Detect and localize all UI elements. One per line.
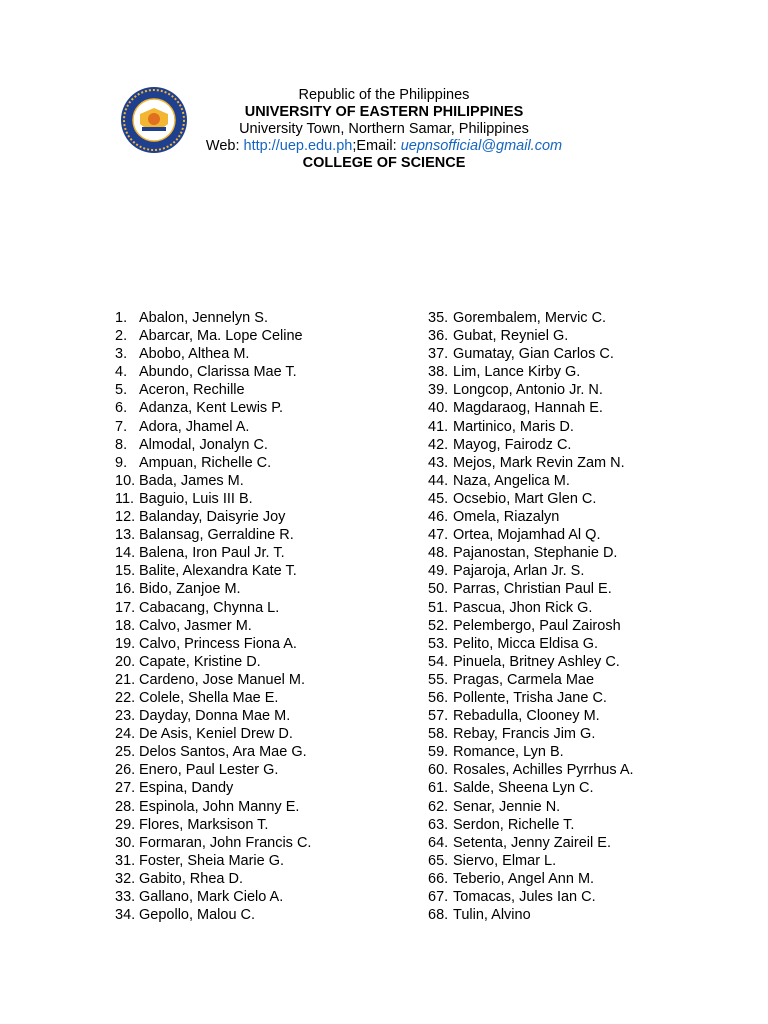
student-name: Enero, Paul Lester G.	[139, 762, 279, 779]
item-number: 16.	[115, 581, 136, 598]
list-item	[115, 472, 311, 490]
student-name: Balansag, Gerraldine R.	[139, 527, 294, 544]
student-name: Espina, Dandy	[139, 780, 234, 797]
list-item	[115, 599, 311, 617]
student-name: Pollente, Trisha Jane C.	[453, 689, 607, 706]
item-number: 38.	[428, 364, 449, 381]
item-number: 42.	[428, 436, 449, 453]
student-name: Mayog, Fairodz C.	[453, 436, 572, 453]
item-number: 58.	[428, 726, 449, 743]
item-number: 15.	[115, 563, 136, 580]
student-name: Parras, Christian Paul E.	[453, 581, 612, 598]
item-number: 44.	[428, 472, 449, 489]
list-item	[115, 327, 311, 345]
list-item	[115, 906, 311, 924]
list-item	[428, 671, 634, 689]
item-number: 30.	[115, 834, 136, 851]
student-name: Salde, Sheena Lyn C.	[453, 780, 594, 797]
item-number: 43.	[428, 454, 449, 471]
item-number: 46.	[428, 509, 449, 526]
list-item	[115, 309, 311, 327]
list-item	[428, 345, 634, 363]
student-name: Setenta, Jenny Zaireil E.	[453, 834, 611, 851]
list-item	[428, 580, 634, 598]
item-number: 52.	[428, 617, 449, 634]
list-item	[428, 418, 634, 436]
student-name: Adanza, Kent Lewis P.	[139, 400, 284, 417]
list-item	[115, 454, 311, 472]
item-number: 68.	[428, 907, 449, 924]
item-number: 18.	[115, 617, 136, 634]
student-name: Lim, Lance Kirby G.	[453, 364, 581, 381]
item-number: 1.	[115, 310, 128, 326]
student-name: Rebadulla, Clooney M.	[453, 708, 600, 725]
student-name: Pragas, Carmela Mae	[453, 671, 595, 688]
student-name: Romance, Lyn B.	[453, 744, 564, 761]
student-name: Bido, Zanjoe M.	[139, 581, 241, 598]
student-name: Pinuela, Britney Ashley C.	[453, 653, 620, 670]
list-item	[115, 399, 311, 417]
item-number: 17.	[115, 599, 136, 616]
student-name: Pajaroja, Arlan Jr. S.	[453, 563, 585, 580]
list-item	[428, 508, 634, 526]
item-number: 12.	[115, 509, 136, 526]
item-number: 4.	[115, 364, 128, 381]
contact-line	[150, 138, 618, 155]
item-number: 6.	[115, 400, 128, 417]
item-number: 35.	[428, 310, 449, 326]
student-name: Pelembergo, Paul Zairosh	[453, 617, 621, 634]
list-item	[428, 689, 634, 707]
list-item	[428, 707, 634, 725]
item-number: 19.	[115, 635, 136, 652]
list-item	[428, 490, 634, 508]
student-name: Adora, Jhamel A.	[139, 418, 250, 435]
list-item	[115, 888, 311, 906]
list-item	[428, 436, 634, 454]
student-name: Bada, James M.	[139, 472, 244, 489]
university-address: University Town, Northern Samar, Philippines	[239, 121, 529, 137]
letterhead	[150, 87, 618, 172]
student-name: Rebay, Francis Jim G.	[453, 726, 596, 743]
list-item	[115, 870, 311, 888]
student-name: Abobo, Althea M.	[139, 346, 250, 363]
student-name: Tulin, Alvino	[453, 907, 531, 924]
student-name: Gabito, Rhea D.	[139, 870, 243, 887]
list-item	[115, 544, 311, 562]
item-number: 32.	[115, 870, 136, 887]
list-item	[428, 888, 634, 906]
item-number: 7.	[115, 418, 128, 435]
student-name: Rosales, Achilles Pyrrhus A.	[453, 762, 634, 779]
student-name: Gallano, Mark Cielo A.	[139, 889, 284, 905]
item-number: 8.	[115, 436, 128, 453]
list-item	[428, 599, 634, 617]
student-name: Abarcar, Ma. Lope Celine	[139, 328, 303, 345]
list-item	[115, 490, 311, 508]
student-name: Abundo, Clarissa Mae T.	[139, 364, 297, 381]
list-item	[115, 834, 311, 852]
student-name: Foster, Sheia Marie G.	[139, 852, 285, 869]
item-number: 21.	[115, 671, 136, 688]
web-label: Web:	[205, 138, 244, 154]
list-item	[115, 418, 311, 436]
item-number: 13.	[115, 527, 136, 544]
student-name: Balite, Alexandra Kate T.	[139, 563, 297, 580]
list-item	[115, 725, 311, 743]
list-item	[115, 381, 311, 399]
item-number: 57.	[428, 708, 449, 725]
item-number: 61.	[428, 780, 449, 797]
list-item	[428, 725, 634, 743]
student-name: Colele, Shella Mae E.	[139, 689, 279, 706]
college-name: COLLEGE OF SCIENCE	[302, 155, 466, 171]
student-name: Tomacas, Jules Ian C.	[453, 889, 596, 905]
list-item	[428, 870, 634, 888]
item-number: 20.	[115, 653, 136, 670]
student-name: Almodal, Jonalyn C.	[139, 436, 268, 453]
student-name: Longcop, Antonio Jr. N.	[453, 382, 603, 399]
item-number: 37.	[428, 346, 449, 363]
list-item	[115, 779, 311, 797]
item-number: 2.	[115, 328, 128, 345]
student-name: Calvo, Princess Fiona A.	[139, 635, 297, 652]
list-item	[115, 761, 311, 779]
item-number: 47.	[428, 527, 449, 544]
item-number: 26.	[115, 762, 136, 779]
item-number: 54.	[428, 653, 449, 670]
item-number: 39.	[428, 382, 449, 399]
list-item	[428, 635, 634, 653]
item-number: 50.	[428, 581, 449, 598]
web-link[interactable]: http://uep.edu.ph	[243, 138, 353, 154]
list-item	[428, 653, 634, 671]
list-item	[428, 544, 634, 562]
item-number: 67.	[428, 889, 449, 905]
list-item	[115, 562, 311, 580]
list-item	[115, 580, 311, 598]
list-item	[428, 816, 634, 834]
list-item	[428, 562, 634, 580]
list-item	[428, 743, 634, 761]
student-name: Magdaraog, Hannah E.	[453, 400, 603, 417]
item-number: 55.	[428, 671, 449, 688]
student-name: Ocsebio, Mart Glen C.	[453, 490, 597, 507]
name-list-right	[428, 309, 634, 924]
item-number: 28.	[115, 798, 136, 815]
list-item	[428, 617, 634, 635]
student-name: Cabacang, Chynna L.	[139, 599, 280, 616]
student-name: Gorembalem, Mervic C.	[453, 310, 607, 326]
student-name: Serdon, Richelle T.	[453, 816, 575, 833]
list-item	[428, 761, 634, 779]
student-name: Siervo, Elmar L.	[453, 852, 557, 869]
student-name: Omela, Riazalyn	[453, 509, 560, 526]
item-number: 10.	[115, 472, 136, 489]
student-name: Pajanostan, Stephanie D.	[453, 545, 618, 562]
name-list-left	[115, 309, 311, 924]
list-item	[115, 707, 311, 725]
student-name: Ampuan, Richelle C.	[139, 454, 272, 471]
student-name: Balena, Iron Paul Jr. T.	[139, 545, 285, 562]
item-number: 65.	[428, 852, 449, 869]
list-item	[428, 906, 634, 924]
item-number: 22.	[115, 689, 136, 706]
student-name: Calvo, Jasmer M.	[139, 617, 252, 634]
item-number: 5.	[115, 382, 128, 399]
list-item	[115, 363, 311, 381]
item-number: 56.	[428, 689, 449, 706]
item-number: 31.	[115, 852, 136, 869]
list-item	[115, 635, 311, 653]
item-number: 64.	[428, 834, 449, 851]
list-item	[115, 526, 311, 544]
list-item	[428, 779, 634, 797]
student-name: Senar, Jennie N.	[453, 798, 561, 815]
item-number: 60.	[428, 762, 449, 779]
list-item	[428, 454, 634, 472]
item-number: 53.	[428, 635, 449, 652]
list-item	[115, 508, 311, 526]
list-item	[428, 852, 634, 870]
item-number: 45.	[428, 490, 449, 507]
item-number: 14.	[115, 545, 136, 562]
student-name: Aceron, Rechille	[139, 382, 245, 399]
list-item	[428, 798, 634, 816]
item-number: 29.	[115, 816, 136, 833]
item-number: 51.	[428, 599, 449, 616]
list-item	[115, 436, 311, 454]
item-number: 23.	[115, 708, 136, 725]
student-name: Gubat, Reyniel G.	[453, 328, 569, 345]
item-number: 3.	[115, 346, 128, 363]
student-name: Flores, Marksison T.	[139, 816, 269, 833]
email-label: ;Email:	[352, 138, 401, 154]
student-name: Cardeno, Jose Manuel M.	[139, 671, 306, 688]
list-item	[428, 309, 634, 327]
student-name: Espinola, John Manny E.	[139, 798, 300, 815]
item-number: 24.	[115, 726, 136, 743]
student-name: Teberio, Angel Ann M.	[453, 870, 595, 887]
list-item	[115, 852, 311, 870]
student-name: Gumatay, Gian Carlos C.	[453, 346, 614, 363]
student-name: Naza, Angelica M.	[453, 472, 570, 489]
list-item	[115, 743, 311, 761]
item-number: 41.	[428, 418, 449, 435]
item-number: 11.	[115, 490, 135, 507]
item-number: 63.	[428, 816, 449, 833]
item-number: 40.	[428, 400, 449, 417]
list-item	[428, 834, 634, 852]
item-number: 66.	[428, 870, 449, 887]
student-name: Baguio, Luis III B.	[139, 490, 253, 507]
student-name: Formaran, John Francis C.	[139, 834, 312, 851]
student-name: Dayday, Donna Mae M.	[139, 708, 291, 725]
student-name: Capate, Kristine D.	[139, 653, 261, 670]
list-item	[428, 472, 634, 490]
student-name: Balanday, Daisyrie Joy	[139, 509, 286, 526]
item-number: 62.	[428, 798, 449, 815]
item-number: 59.	[428, 744, 449, 761]
student-name: Abalon, Jennelyn S.	[139, 310, 268, 326]
student-name: Pascua, Jhon Rick G.	[453, 599, 593, 616]
item-number: 25.	[115, 744, 136, 761]
list-item	[115, 617, 311, 635]
list-item	[428, 399, 634, 417]
list-item	[115, 345, 311, 363]
list-item	[428, 363, 634, 381]
list-item	[428, 526, 634, 544]
item-number: 27.	[115, 780, 136, 797]
student-name: Pelito, Micca Eldisa G.	[453, 635, 599, 652]
university-name: UNIVERSITY OF EASTERN PHILIPPINES	[244, 104, 524, 120]
student-name: De Asis, Keniel Drew D.	[139, 726, 293, 743]
item-number: 49.	[428, 563, 449, 580]
list-item	[115, 653, 311, 671]
list-item	[115, 689, 311, 707]
student-name: Mejos, Mark Revin Zam N.	[453, 454, 625, 471]
item-number: 36.	[428, 328, 449, 345]
item-number: 33.	[115, 889, 136, 905]
item-number: 34.	[115, 907, 136, 924]
student-name: Martinico, Maris D.	[453, 418, 574, 435]
list-item	[428, 327, 634, 345]
student-name: Ortea, Mojamhad Al Q.	[453, 527, 601, 544]
list-item	[115, 816, 311, 834]
student-name: Delos Santos, Ara Mae G.	[139, 744, 307, 761]
item-number: 9.	[115, 454, 128, 471]
list-item	[115, 798, 311, 816]
list-item	[428, 381, 634, 399]
list-item	[115, 671, 311, 689]
student-name: Gepollo, Malou C.	[139, 907, 256, 924]
item-number: 48.	[428, 545, 449, 562]
republic-line: Republic of the Philippines	[298, 87, 470, 103]
email-link[interactable]: uepnsofficial@gmail.com	[400, 138, 563, 154]
